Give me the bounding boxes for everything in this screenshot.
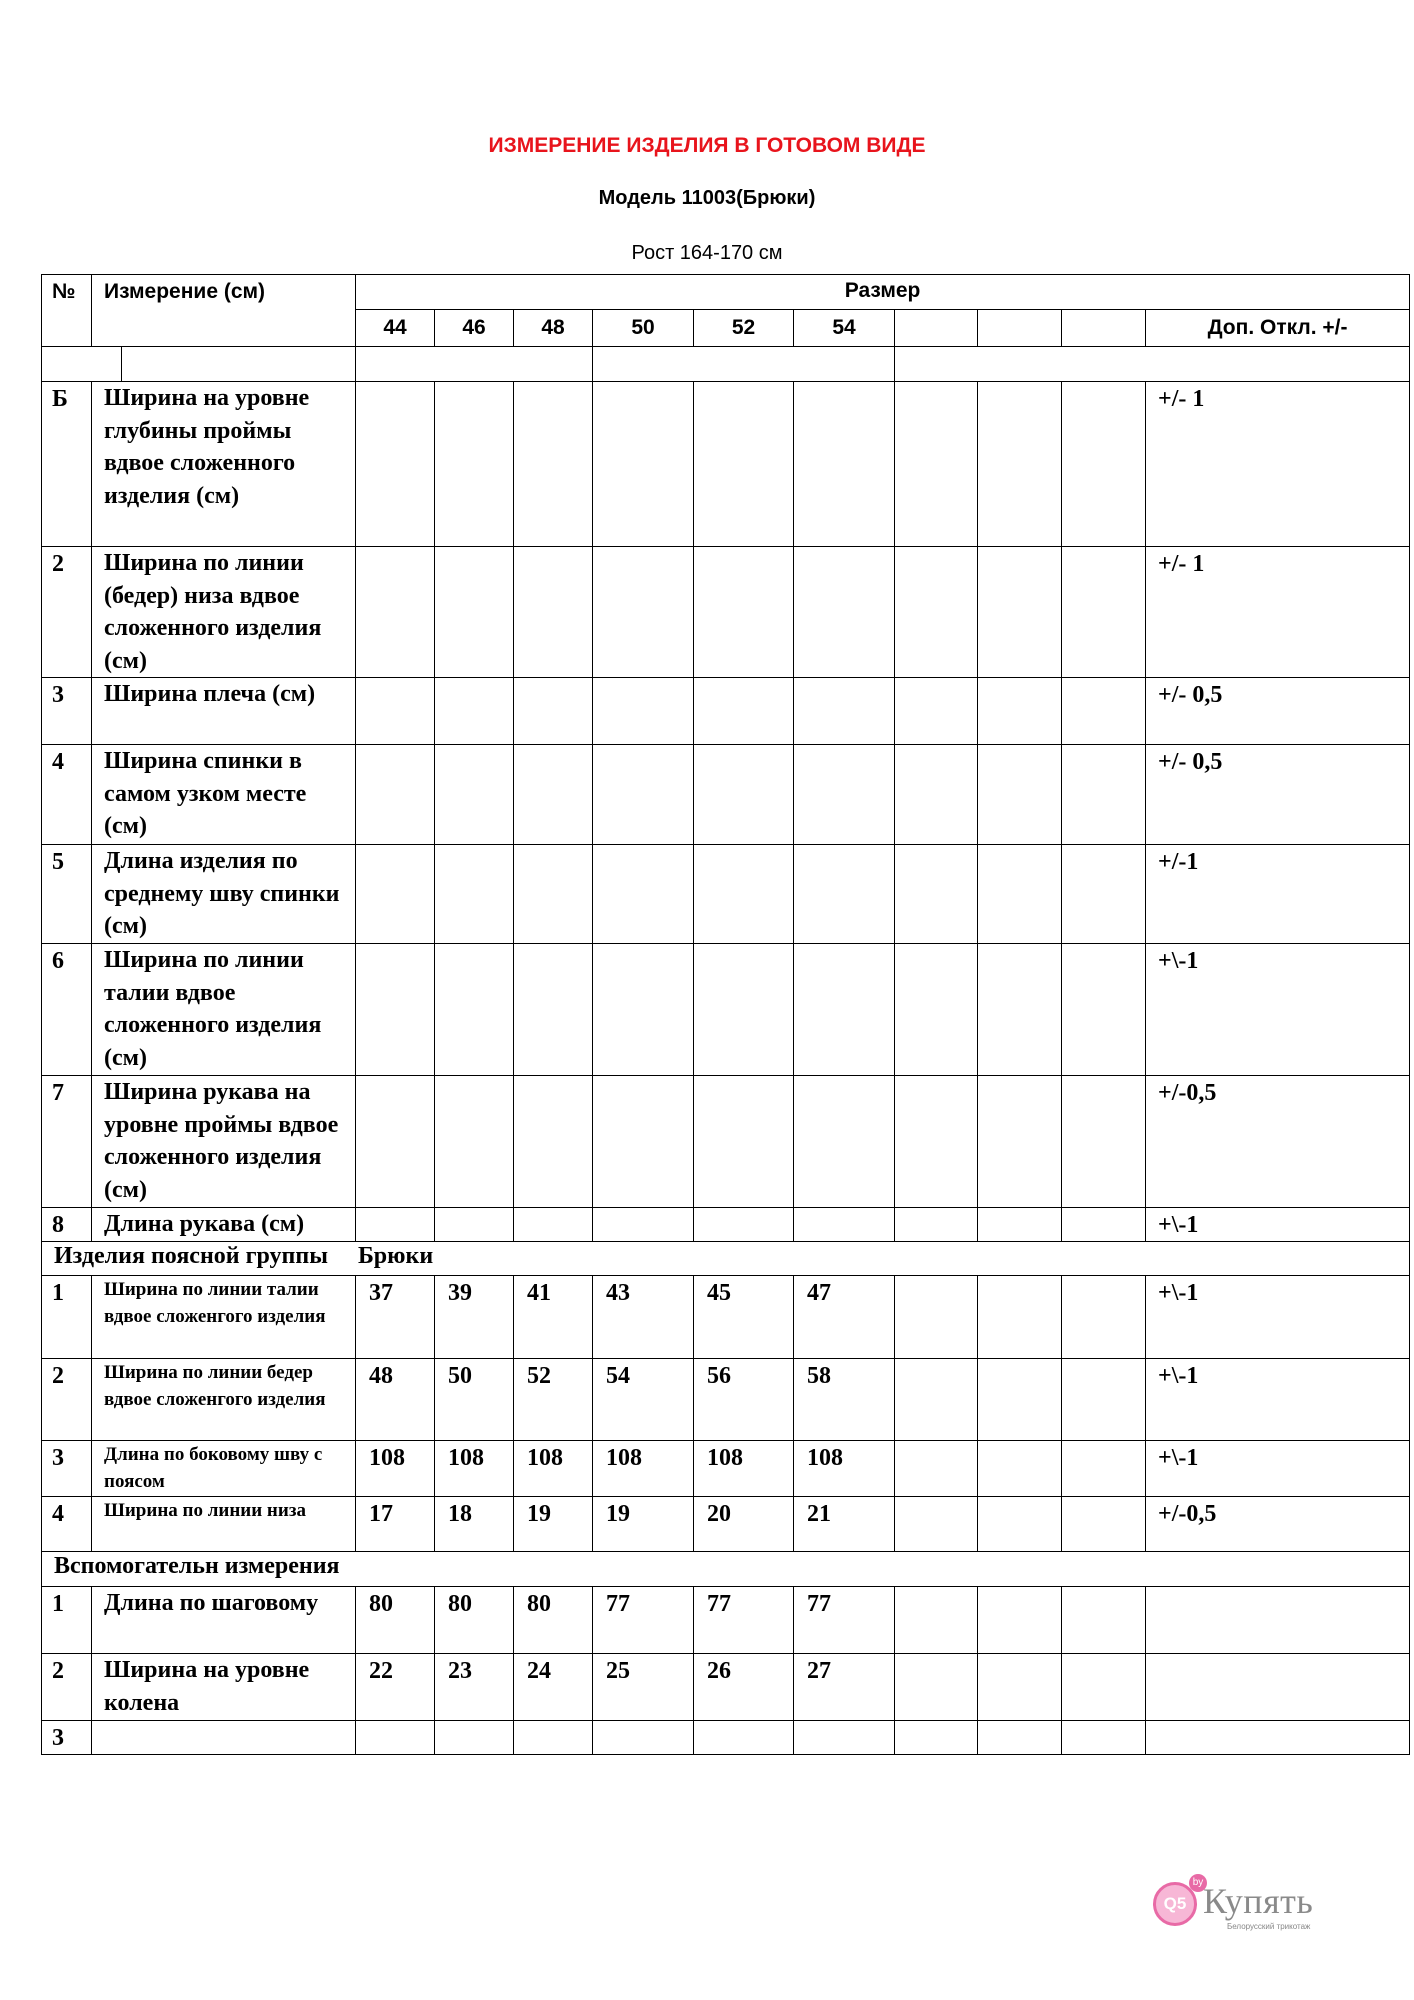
value-44: 37 bbox=[356, 1276, 435, 1359]
row-label: Длина изделия по среднему шву спинки (см) bbox=[92, 845, 356, 944]
measurement-table bbox=[41, 274, 1410, 1755]
row-label: Ширина на уровне колена bbox=[92, 1654, 356, 1721]
value-48: 80 bbox=[514, 1587, 593, 1654]
row-tolerance: +\-1 bbox=[1146, 944, 1410, 1076]
row-number: 3 bbox=[42, 678, 92, 745]
row-label: Длина рукава (см) bbox=[92, 1208, 356, 1242]
value-46: 50 bbox=[435, 1359, 514, 1441]
row-number: 8 bbox=[42, 1208, 92, 1242]
size-48: 48 bbox=[514, 310, 593, 347]
value-46: 18 bbox=[435, 1497, 514, 1552]
value-44: 17 bbox=[356, 1497, 435, 1552]
value-52: 20 bbox=[694, 1497, 794, 1552]
spacer-cell bbox=[895, 347, 1410, 382]
size-50: 50 bbox=[593, 310, 694, 347]
spacer-cell bbox=[42, 347, 122, 382]
value-48: 19 bbox=[514, 1497, 593, 1552]
value-46: 23 bbox=[435, 1654, 514, 1721]
size-empty bbox=[1062, 310, 1146, 347]
value-54: 58 bbox=[794, 1359, 895, 1441]
value-50: 108 bbox=[593, 1441, 694, 1497]
row-label: Ширина плеча (см) bbox=[92, 678, 356, 745]
row-tolerance: +\-1 bbox=[1146, 1441, 1410, 1497]
row-tolerance: +\-1 bbox=[1146, 1276, 1410, 1359]
value-54: 108 bbox=[794, 1441, 895, 1497]
size-44: 44 bbox=[356, 310, 435, 347]
table-row bbox=[42, 1441, 1410, 1497]
header-tolerance: Доп. Откл. +/- bbox=[1146, 310, 1410, 347]
row-tolerance: +/- 1 bbox=[1146, 382, 1410, 547]
value-48: 52 bbox=[514, 1359, 593, 1441]
row-tolerance: +/-1 bbox=[1146, 845, 1410, 944]
value-44: 80 bbox=[356, 1587, 435, 1654]
table-row bbox=[42, 944, 1410, 1076]
spacer-cell bbox=[356, 347, 593, 382]
table-row bbox=[42, 382, 1410, 547]
logo-tagline: Белорусский трикотаж bbox=[1227, 1922, 1311, 1931]
row-tolerance: +\-1 bbox=[1146, 1208, 1410, 1242]
value-48: 24 bbox=[514, 1654, 593, 1721]
header-measurement: Измерение (см) bbox=[92, 275, 356, 347]
height-range: Рост 164-170 см bbox=[631, 242, 783, 264]
row-label: Ширина по линии талии вдвое сложенгого изделия bbox=[92, 1276, 356, 1359]
value-44: 48 bbox=[356, 1359, 435, 1441]
row-tolerance: +/- 0,5 bbox=[1146, 678, 1410, 745]
row-number: 7 bbox=[42, 1076, 92, 1208]
section-row bbox=[42, 1552, 1410, 1587]
table-row bbox=[42, 1654, 1410, 1721]
row-number: 1 bbox=[42, 1587, 92, 1654]
value-46: 39 bbox=[435, 1276, 514, 1359]
row-number: 1 bbox=[42, 1276, 92, 1359]
table-row bbox=[42, 1497, 1410, 1552]
row-tolerance: +/- 0,5 bbox=[1146, 745, 1410, 845]
value-46: 80 bbox=[435, 1587, 514, 1654]
value-54: 77 bbox=[794, 1587, 895, 1654]
size-54: 54 bbox=[794, 310, 895, 347]
row-number: 6 bbox=[42, 944, 92, 1076]
value-52: 26 bbox=[694, 1654, 794, 1721]
size-52: 52 bbox=[694, 310, 794, 347]
row-tolerance: +/-0,5 bbox=[1146, 1497, 1410, 1552]
row-tolerance: +\-1 bbox=[1146, 1359, 1410, 1441]
section-aux-title: Вспомогательн измерения bbox=[42, 1552, 1410, 1587]
value-54: 27 bbox=[794, 1654, 895, 1721]
row-label: Ширина рукава на уровне проймы вдвое сложенного изделия (см) bbox=[92, 1076, 356, 1208]
spacer-cell bbox=[122, 347, 356, 382]
row-label: Ширина по линии бедер вдвое сложенгого изделия bbox=[92, 1359, 356, 1441]
document-title: ИЗМЕРЕНИЕ ИЗДЕЛИЯ В ГОТОВОМ ВИДЕ bbox=[488, 134, 926, 157]
header-size: Размер bbox=[356, 275, 1410, 310]
row-number: 2 bbox=[42, 547, 92, 678]
row-label bbox=[92, 1721, 356, 1755]
row-label: Ширина по линии талии вдвое сложенного изделия (см) bbox=[92, 944, 356, 1076]
table-row bbox=[42, 845, 1410, 944]
section-row bbox=[42, 1242, 1410, 1276]
table-row bbox=[42, 1076, 1410, 1208]
row-number: 3 bbox=[42, 1721, 92, 1755]
logo-badge: by bbox=[1189, 1874, 1207, 1892]
header-number: № bbox=[42, 275, 92, 347]
table-row bbox=[42, 678, 1410, 745]
value-44: 22 bbox=[356, 1654, 435, 1721]
spacer-cell bbox=[593, 347, 895, 382]
row-tolerance: +/- 1 bbox=[1146, 547, 1410, 678]
table-row bbox=[42, 1587, 1410, 1654]
table-row bbox=[42, 1208, 1410, 1242]
row-label: Ширина по линии (бедер) низа вдвое сложенного изделия (см) bbox=[92, 547, 356, 678]
value-50: 19 bbox=[593, 1497, 694, 1552]
row-number: 5 bbox=[42, 845, 92, 944]
row-label: Ширина по линии низа bbox=[92, 1497, 356, 1552]
logo-name: Купять bbox=[1203, 1881, 1314, 1921]
table-row bbox=[42, 1721, 1410, 1755]
logo-mark-icon: Q5 bbox=[1153, 1882, 1197, 1926]
value-44: 108 bbox=[356, 1441, 435, 1497]
value-52: 56 bbox=[694, 1359, 794, 1441]
row-number: Б bbox=[42, 382, 92, 547]
row-label: Ширина на уровне глубины проймы вдвое сложенного изделия (см) bbox=[92, 382, 356, 547]
spacer-row bbox=[42, 347, 1410, 382]
table-row bbox=[42, 547, 1410, 678]
row-label: Длина по боковому шву с поясом bbox=[92, 1441, 356, 1497]
value-54: 21 bbox=[794, 1497, 895, 1552]
value-50: 43 bbox=[593, 1276, 694, 1359]
brand-logo bbox=[1153, 1878, 1363, 1938]
size-empty bbox=[978, 310, 1062, 347]
table-row bbox=[42, 745, 1410, 845]
value-50: 25 bbox=[593, 1654, 694, 1721]
row-number: 4 bbox=[42, 1497, 92, 1552]
value-50: 77 bbox=[593, 1587, 694, 1654]
value-48: 108 bbox=[514, 1441, 593, 1497]
value-54: 47 bbox=[794, 1276, 895, 1359]
row-number: 2 bbox=[42, 1359, 92, 1441]
row-number: 2 bbox=[42, 1654, 92, 1721]
value-52: 77 bbox=[694, 1587, 794, 1654]
model-name: Модель 11003(Брюки) bbox=[598, 187, 816, 209]
row-number: 3 bbox=[42, 1441, 92, 1497]
value-50: 54 bbox=[593, 1359, 694, 1441]
table-row bbox=[42, 1359, 1410, 1441]
row-tolerance: +/-0,5 bbox=[1146, 1076, 1410, 1208]
value-52: 45 bbox=[694, 1276, 794, 1359]
value-48: 41 bbox=[514, 1276, 593, 1359]
value-52: 108 bbox=[694, 1441, 794, 1497]
size-46: 46 bbox=[435, 310, 514, 347]
section-belt-title: Изделия поясной группы Брюки bbox=[42, 1242, 1410, 1276]
row-number: 4 bbox=[42, 745, 92, 845]
size-empty bbox=[895, 310, 978, 347]
table-row bbox=[42, 1276, 1410, 1359]
value-46: 108 bbox=[435, 1441, 514, 1497]
row-label: Длина по шаговому bbox=[92, 1587, 356, 1654]
row-label: Ширина спинки в самом узком месте (см) bbox=[92, 745, 356, 845]
